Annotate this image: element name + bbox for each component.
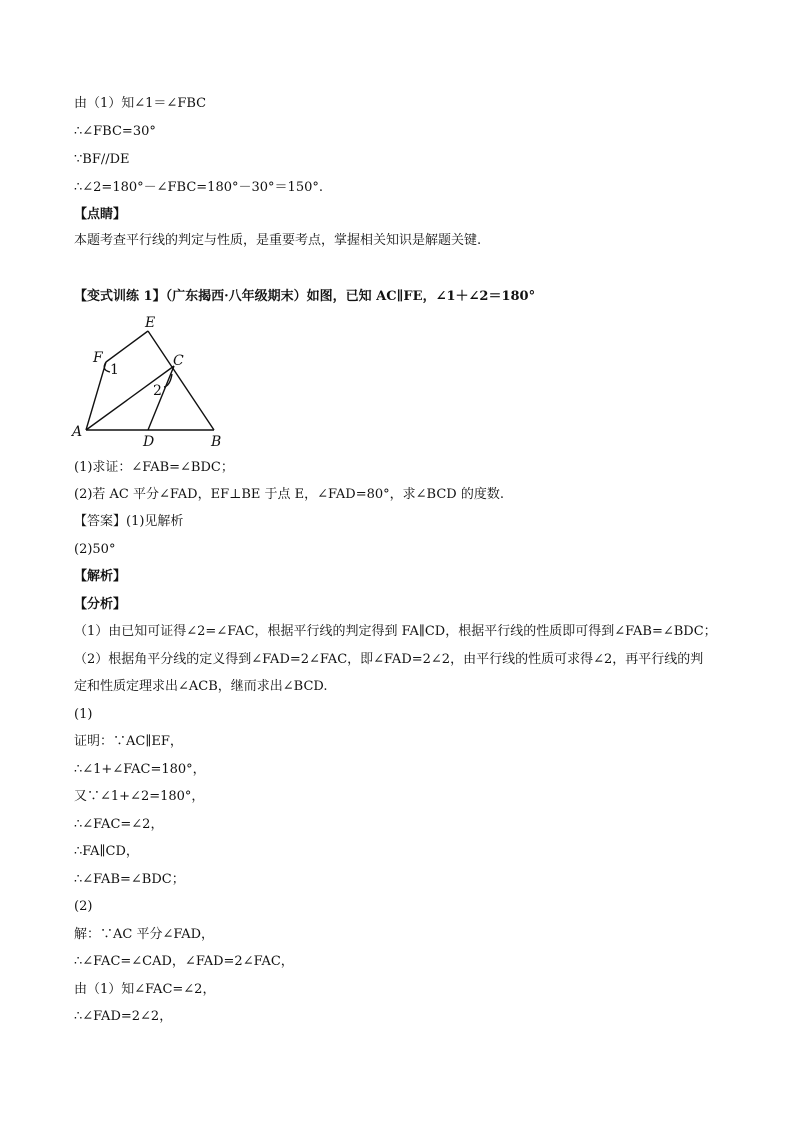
answer-2: (2)50°: [74, 542, 116, 557]
label-c: C: [173, 353, 184, 369]
text-line-1: 由（1）知∠1＝∠FBC: [74, 96, 207, 111]
geometry-figure: [66, 312, 226, 452]
label-f: F: [93, 350, 103, 366]
analysis-line-2: （2）根据角平分线的定义得到∠FAD=2∠FAC，即∠FAD=2∠2，由平行线的性质可求得∠2，再平行线的判: [74, 652, 704, 667]
solution-line-4: ∴∠FAD=2∠2，: [74, 1009, 173, 1024]
label-angle-2: 2: [153, 383, 162, 399]
question-2: (2)若 AC 平分∠FAD，EF⊥BE 于点 E，∠FAD=80°，求∠BCD 的度数.: [74, 487, 504, 502]
label-angle-1: 1: [110, 362, 119, 378]
jiexi-heading: 【解析】: [74, 569, 127, 584]
text-line-2: ∴∠FBC=30°: [74, 124, 156, 139]
segment-eb: [148, 331, 214, 430]
text-line-3: ∵BF//DE: [74, 152, 130, 167]
solution-line-3: 由（1）知∠FAC=∠2，: [74, 982, 216, 997]
part-1-label: (1): [74, 707, 93, 722]
label-d: D: [143, 434, 155, 450]
proof-line-1: 证明：∵AC∥EF，: [74, 734, 183, 749]
exercise-title: 【变式训练 1】（广东揭西·八年级期末）如图，已知 AC∥FE，∠1＋∠2＝180°: [74, 289, 536, 304]
proof-line-3: 又∵∠1+∠2=180°，: [74, 789, 205, 804]
section-heading-dianjing: 【点睛】: [74, 207, 127, 222]
label-a: A: [72, 424, 83, 440]
analysis-line-3: 定和性质定理求出∠ACB，继而求出∠BCD.: [74, 679, 328, 694]
segment-fe: [106, 331, 148, 362]
label-b: B: [211, 434, 222, 450]
text-line-4: ∴∠2=180°－∠FBC=180°－30°＝150°.: [74, 180, 323, 195]
question-1: (1)求证：∠FAB=∠BDC；: [74, 460, 234, 475]
solution-line-1: 解：∵AC 平分∠FAD，: [74, 927, 215, 942]
part-2-label: (2): [74, 899, 93, 914]
answer-heading: 【答案】(1)见解析: [74, 514, 184, 529]
proof-line-2: ∴∠1+∠FAC=180°，: [74, 762, 206, 777]
text-line-6: 本题考查平行线的判定与性质，是重要考点，掌握相关知识是解题关键.: [74, 233, 482, 248]
solution-line-2: ∴∠FAC=∠CAD，∠FAD=2∠FAC，: [74, 954, 294, 969]
segment-af: [86, 362, 106, 430]
fenxi-heading: 【分析】: [74, 597, 127, 612]
label-e: E: [145, 315, 156, 331]
analysis-line-1: （1）由已知可证得∠2=∠FAC，根据平行线的判定得到 FA∥CD，根据平行线的性质即可得到∠FAB=∠BDC；: [74, 624, 717, 639]
proof-line-6: ∴∠FAB=∠BDC；: [74, 872, 185, 887]
proof-line-4: ∴∠FAC=∠2，: [74, 817, 164, 832]
proof-line-5: ∴FA∥CD，: [74, 844, 139, 859]
